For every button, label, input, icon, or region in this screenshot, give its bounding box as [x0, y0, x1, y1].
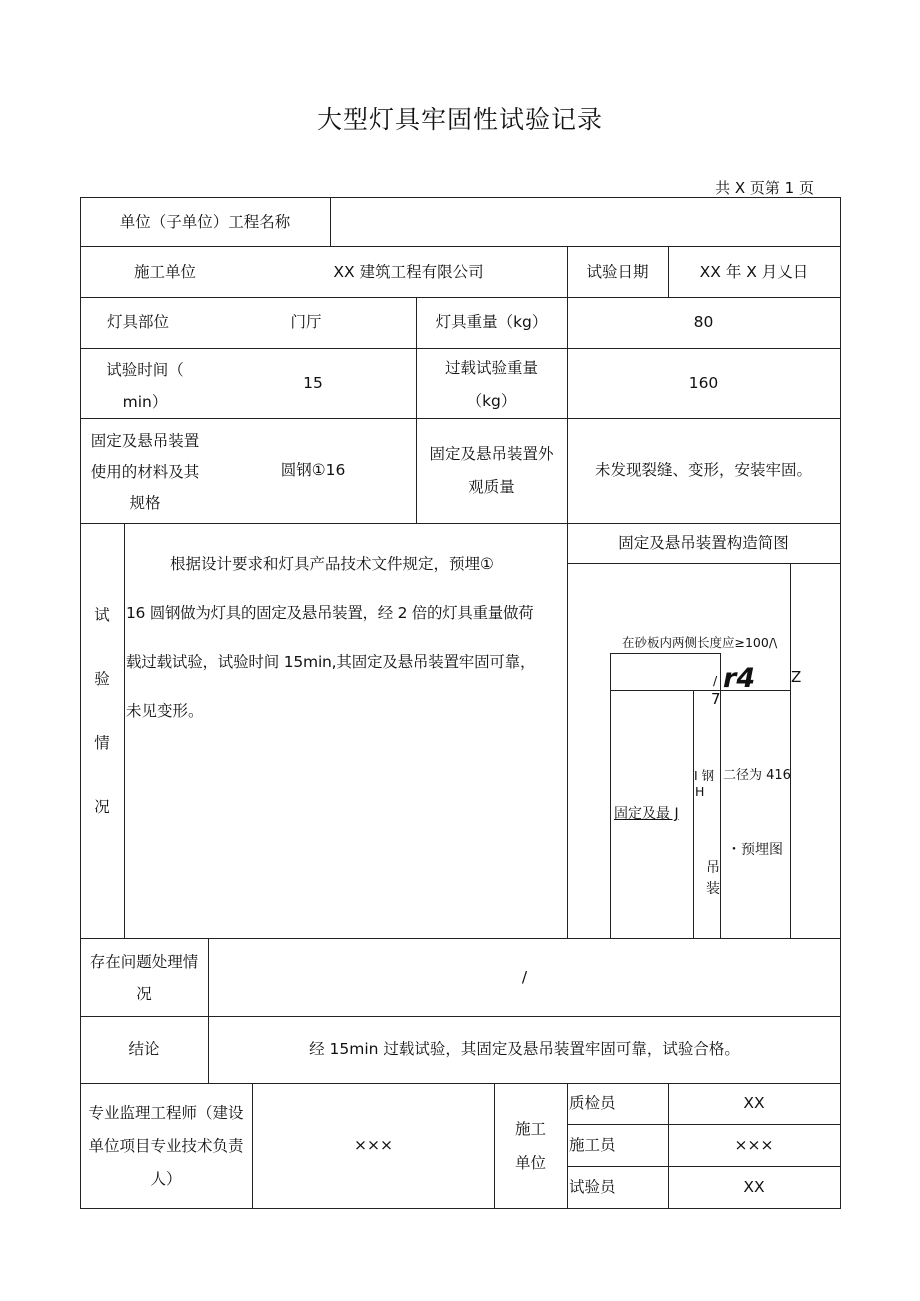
test-situation-char: 验: [94, 670, 110, 688]
test-date-label: 试验日期: [586, 262, 649, 281]
test-time-label-line1: 试验时间（: [106, 361, 184, 379]
sketch-steel: I 钢: [694, 768, 715, 783]
tester-label: 试验员: [569, 1177, 616, 1196]
issues-label-line1: 存在问题处理情: [89, 953, 199, 971]
sketch-z-mark: Z: [791, 668, 802, 686]
lamp-weight-label: 灯具重量（kg）: [435, 313, 548, 331]
diagram-title: 固定及悬吊装置构造简图: [618, 533, 789, 552]
sketch-hook-mark: r4: [723, 663, 756, 694]
test-description-line1: 根据设计要求和灯具产品技术文件规定，预埋①: [170, 555, 494, 573]
sketch-seven: 7: [711, 690, 721, 708]
conclusion-value: 经 15min 过载试验，其固定及悬吊装置牢固可靠，试验合格。: [309, 1040, 740, 1058]
page-number: 共 X 页第 1 页: [715, 179, 814, 197]
contractor-unit-line2: 单位: [514, 1154, 546, 1172]
material-value: 圆钢①16: [280, 461, 346, 479]
test-description-line3: 载过载试验，试验时间 15min,其固定及悬吊装置牢固可靠，: [126, 653, 536, 671]
inspector-label: 质检员: [569, 1094, 616, 1112]
sketch-diameter: 二径为 416: [723, 768, 791, 783]
test-time-label: [80, 356, 210, 416]
inspector-value: XX: [743, 1094, 765, 1112]
lamp-weight-value: 80: [693, 313, 714, 331]
overload-weight-value: 160: [688, 373, 719, 392]
overload-label-line1: 过载试验重量: [444, 359, 538, 377]
test-situation-char: 情: [94, 734, 110, 752]
issues-value: /: [521, 967, 528, 986]
page-title: 大型灯具牢固性试验记录: [316, 105, 603, 134]
issues-label-line2: 况: [136, 985, 152, 1003]
test-time-value: 15: [303, 373, 323, 392]
test-time-label-line2: min）: [122, 393, 168, 411]
project-name-label: 单位（子单位）工程名称: [119, 212, 291, 231]
overload-weight-label: [416, 352, 567, 418]
contractor-unit-line1: 施工: [514, 1120, 546, 1138]
sketch-top-note: 在砂板内两侧长度应≥100/\: [622, 635, 778, 650]
appearance-label-line1: 固定及悬吊装置外: [429, 444, 554, 463]
appearance-label-line2: 观质量: [468, 477, 515, 496]
sketch-embed-label: ・预埋图: [727, 842, 783, 858]
overload-label-line2: （kg）: [466, 392, 517, 410]
contractor-value: XX 建筑工程有限公司: [333, 262, 484, 281]
test-situation-char: 试: [94, 606, 110, 624]
supervisor-label: [80, 1089, 252, 1203]
contractor-label: 施工单位: [133, 262, 196, 281]
appearance-label: [416, 418, 567, 523]
supervisor-label-line2: 单位项目专业技术负责: [88, 1136, 244, 1155]
tester-value: XX: [743, 1177, 765, 1196]
supervisor-label-line3: 人）: [150, 1169, 182, 1188]
project-name-value: [331, 197, 840, 247]
lamp-location-value: 门厅: [290, 313, 322, 331]
sketch-fix-label: 固定及最 J: [614, 806, 679, 822]
sketch-slash: /: [713, 673, 718, 688]
material-label-line2: 使用的材料及其: [90, 462, 200, 481]
test-description-line2: 16 圆钢做为灯具的固定及悬吊装置，经 2 倍的灯具重量做荷: [126, 604, 534, 622]
builder-value: ×××: [734, 1135, 774, 1154]
test-situation-char: 况: [94, 798, 110, 816]
material-label-line1: 固定及悬吊装置: [90, 431, 200, 450]
contractor-unit-label: [494, 1105, 567, 1187]
issues-label: [80, 944, 208, 1012]
test-situation-label: [80, 583, 124, 839]
conclusion-label: 结论: [128, 1040, 160, 1058]
test-date-value: XX 年 X 月乂日: [699, 262, 809, 281]
sketch-h: H: [695, 784, 705, 799]
lamp-location-label: 灯具部位: [106, 313, 169, 331]
material-label: [80, 424, 210, 520]
sketch-hang-2: 装: [706, 881, 720, 897]
supervisor-signature: ×××: [354, 1136, 393, 1154]
appearance-value: 未发现裂缝、变形，安装牢固。: [594, 461, 812, 479]
test-description-line4: 未见变形。: [126, 702, 204, 720]
material-label-line3: 规格: [129, 493, 161, 512]
builder-label: 施工员: [569, 1135, 616, 1154]
sketch-hang-1: 吊: [706, 860, 720, 876]
supervisor-label-line1: 专业监理工程师（建设: [88, 1103, 244, 1122]
